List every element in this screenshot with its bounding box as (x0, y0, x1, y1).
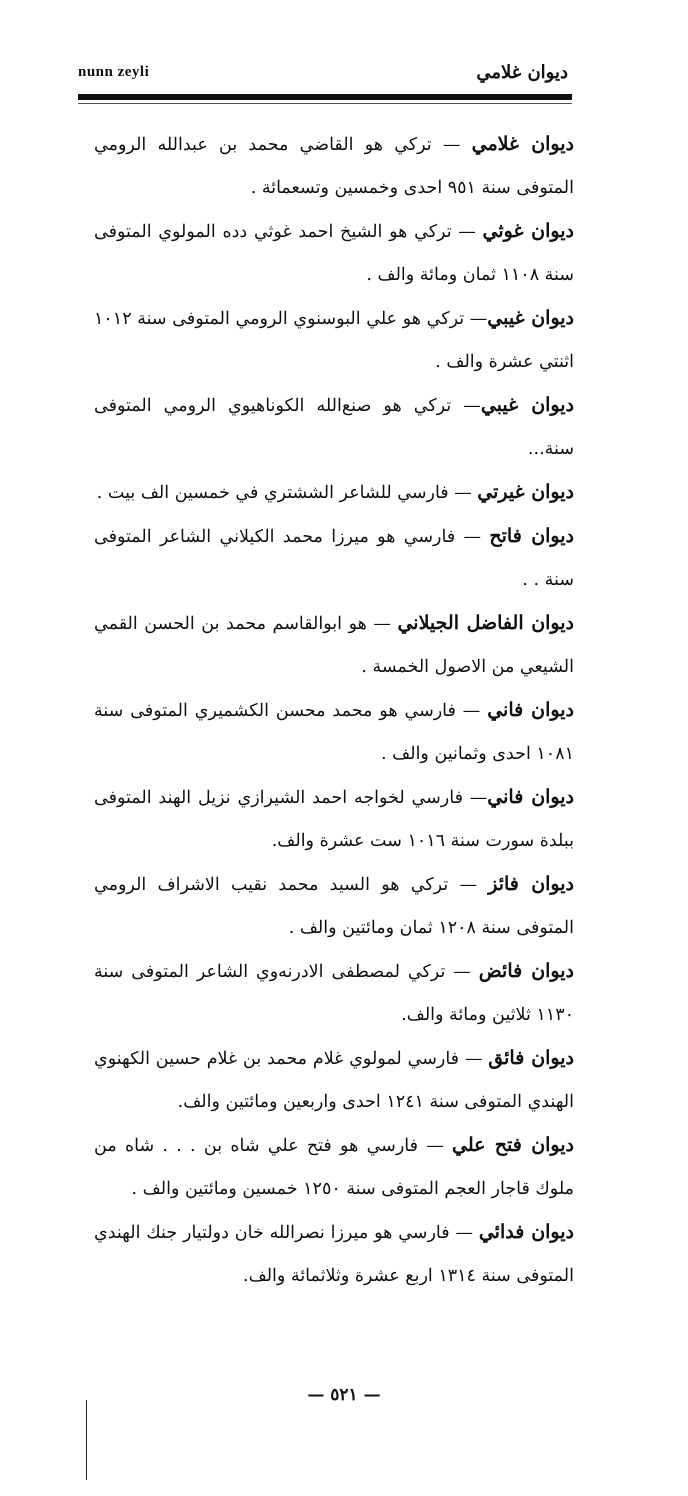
entry-head: ديوان فاتح (489, 525, 574, 547)
entry-head: ديوان فائض (478, 960, 574, 982)
entry-head: ديوان غيبي (480, 394, 574, 416)
entry (94, 515, 574, 602)
entry-text: — تركي هو علي البوسنوي الرومي المتوفى سنة ١٠١٢ اثنتي عشرة والف . (94, 309, 574, 372)
page-number: — ٥٢١ — (307, 1385, 381, 1405)
entry-text: — فارسي هو محمد محسن الكشميري المتوفى سنة ١٠٨١ احدى وثمانين والف . (94, 701, 574, 764)
entry (94, 950, 574, 1037)
entry-head: ديوان الفاضل الجيلاني (397, 612, 574, 634)
entry (94, 863, 574, 950)
entry-head: ديوان غوثي (482, 220, 574, 242)
entry (94, 297, 574, 384)
entry (94, 384, 574, 471)
entry-text: — هو ابوالقاسم محمد بن الحسن القمي الشيعي من الاصول الخمسة . (94, 614, 574, 677)
entry-text: — تركي هو السيد محمد نقيب الاشراف الرومي المتوفى سنة ١٢٠٨ ثمان ومائتين والف . (94, 875, 574, 938)
running-header (78, 62, 568, 86)
entry-text: — تركي لمصطفى الادرنه‌وي الشاعر المتوفى سنة ١١٣٠ ثلاثين ومائة والف. (94, 962, 574, 1025)
entry-text: — تركي هو صنع‌الله الكوناهيوي الرومي المتوفى سنة... (94, 396, 574, 459)
entry (94, 123, 574, 210)
entry-text: — تركي هو القاضي محمد بن عبدالله الرومي المتوفى سنة ٩٥١ احدى وخمسين وتسعمائة . (94, 135, 574, 198)
entry-text: — فارسي هو فتح علي شاه بن . . . شاه من ملوك قاجار العجم المتوفى سنة ١٢٥٠ خمسين ومائتين والف . (94, 1136, 574, 1199)
entry-text: — فارسي هو ميرزا نصرالله خان دولتيار جنك الهندي المتوفى سنة ١٣١٤ اربع عشرة وثلاثمائة والف. (94, 1223, 574, 1286)
header-left-text: nunn zeyli (78, 64, 150, 80)
entry-head: ديوان فدائي (478, 1221, 574, 1243)
entry (94, 602, 574, 689)
entry-head: ديوان فاني (487, 786, 574, 808)
entry (94, 689, 574, 776)
entry (94, 471, 574, 515)
entry-text: — فارسي لمولوي غلام محمد بن غلام حسين الكهنوي الهندي المتوفى سنة ١٢٤١ احدى واربعين ومائتين والف. (94, 1049, 574, 1112)
entry (94, 1211, 574, 1298)
entry-head: ديوان فتح علي (452, 1134, 574, 1156)
entry-head: ديوان فائز (488, 873, 574, 895)
entry-head: ديوان فاني (487, 699, 574, 721)
entry (94, 210, 574, 297)
entry (94, 776, 574, 863)
margin-mark (86, 1400, 87, 1480)
entry-head: ديوان غلامي (471, 133, 574, 155)
entry (94, 1124, 574, 1211)
entry-head: ديوان غيرتي (477, 481, 574, 503)
entry-text: — فارسي للشاعر الششتري في خمسين الف بيت . (96, 483, 478, 503)
entry-head: ديوان فائق (488, 1047, 574, 1069)
header-rule-thick (78, 94, 572, 100)
entry (94, 1037, 574, 1124)
entry-head: ديوان غيبي (487, 307, 575, 329)
entry-text: — تركي هو الشيخ احمد غوثي دده المولوي المتوفى سنة ١١٠٨ ثمان ومائة والف . (94, 222, 574, 285)
header-rule-thin (78, 103, 572, 104)
header-right-text: ديوان غلامي (476, 62, 568, 83)
entries-list (94, 123, 574, 1298)
entry-text: — فارسي هو ميرزا محمد الكيلاني الشاعر المتوفى سنة . . (94, 527, 574, 590)
entry-text: — فارسي لخواجه احمد الشيرازي نزيل الهند المتوفى ببلدة سورت سنة ١٠١٦ ست عشرة والف. (94, 788, 574, 851)
